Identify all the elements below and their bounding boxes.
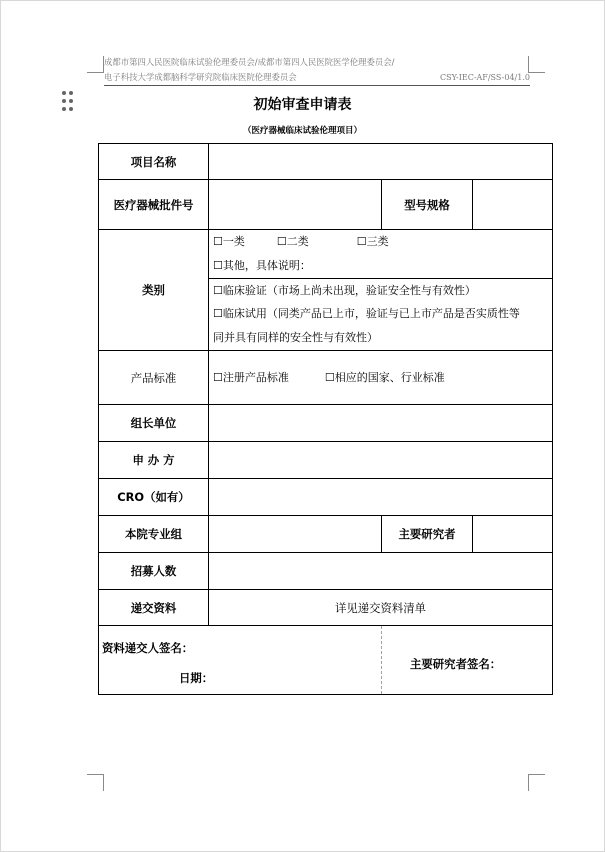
table-row (99, 180, 553, 230)
cro-label: CRO（如有） (99, 479, 209, 516)
table-row (99, 405, 553, 442)
registered-standard-checkbox[interactable]: ☐注册产品标准 (213, 370, 289, 384)
other-checkbox[interactable]: ☐其他，具体说明： (213, 258, 311, 272)
submitter-sign-label: 资料递交人签名： (102, 641, 194, 655)
applicant-field[interactable] (209, 442, 553, 479)
dept-field[interactable] (209, 516, 382, 553)
page-title: 初始审查申请表 (253, 97, 352, 113)
recruit-label: 招募人数 (99, 553, 209, 590)
standard-options (209, 351, 553, 405)
clinical-verification-checkbox[interactable]: ☐临床验证（市场上尚未出现，验证安全性与有效性） (213, 283, 476, 297)
header-doc-code: CSY-IEC-AF/SS-04/1.0 (440, 73, 530, 82)
page-corner-mark (528, 56, 545, 73)
national-standard-checkbox[interactable]: ☐相应的国家、行业标准 (324, 370, 445, 384)
table-row (99, 590, 553, 626)
project-name-label: 项目名称 (99, 144, 209, 180)
category-options (209, 230, 553, 351)
class2-checkbox[interactable]: ☐二类 (276, 235, 309, 248)
table-row (99, 351, 553, 405)
materials-label: 递交资料 (99, 590, 209, 626)
approval-no-field[interactable] (209, 180, 382, 230)
table-row (99, 516, 553, 553)
header-committee-line2: 电子科技大学成都脑科学研究院临床医院伦理委员会 (104, 72, 297, 82)
page-corner-mark (87, 56, 104, 73)
project-name-field[interactable] (209, 144, 553, 180)
category-label: 类别 (99, 230, 209, 351)
recruit-field[interactable] (209, 553, 553, 590)
pi-label: 主要研究者 (382, 516, 473, 553)
table-row (99, 144, 553, 180)
dept-label: 本院专业组 (99, 516, 209, 553)
submitter-signature-cell[interactable] (99, 626, 382, 695)
model-label: 型号规格 (382, 180, 473, 230)
pi-field[interactable] (473, 516, 553, 553)
header-rule (104, 85, 530, 86)
cro-field[interactable] (209, 479, 553, 516)
pi-sign-label: 主要研究者签名： (410, 657, 502, 671)
date-label: 日期： (179, 671, 214, 685)
clinical-trial-description: 同并具有同样的安全性与有效性） (213, 331, 378, 345)
applicant-label: 申 办 方 (99, 442, 209, 479)
page-corner-mark (528, 774, 545, 791)
standard-label: 产品标准 (99, 351, 209, 405)
materials-value: 详见递交资料清单 (209, 590, 553, 626)
table-row (99, 442, 553, 479)
pi-signature-cell[interactable] (382, 626, 553, 695)
approval-no-label: 医疗器械批件号 (99, 180, 209, 230)
lead-unit-field[interactable] (209, 405, 553, 442)
table-row (99, 626, 553, 695)
header-committee-line1: 成都市第四人民医院临床试验伦理委员会/成都市第四人民医院医学伦理委员会/ (104, 57, 395, 67)
class3-checkbox[interactable]: ☐三类 (356, 235, 389, 248)
table-row (99, 553, 553, 590)
table-row (99, 479, 553, 516)
clinical-trial-checkbox[interactable]: ☐临床试用（同类产品已上市，验证与已上市产品是否实质性等 (213, 307, 520, 321)
table-row (99, 230, 553, 351)
page-subtitle: （医疗器械临床试验伦理项目） (242, 126, 362, 136)
class1-checkbox[interactable]: ☐一类 (213, 235, 245, 248)
lead-unit-label: 组长单位 (99, 405, 209, 442)
model-field[interactable] (473, 180, 553, 230)
application-form-table (98, 143, 553, 695)
page-corner-mark (87, 774, 104, 791)
